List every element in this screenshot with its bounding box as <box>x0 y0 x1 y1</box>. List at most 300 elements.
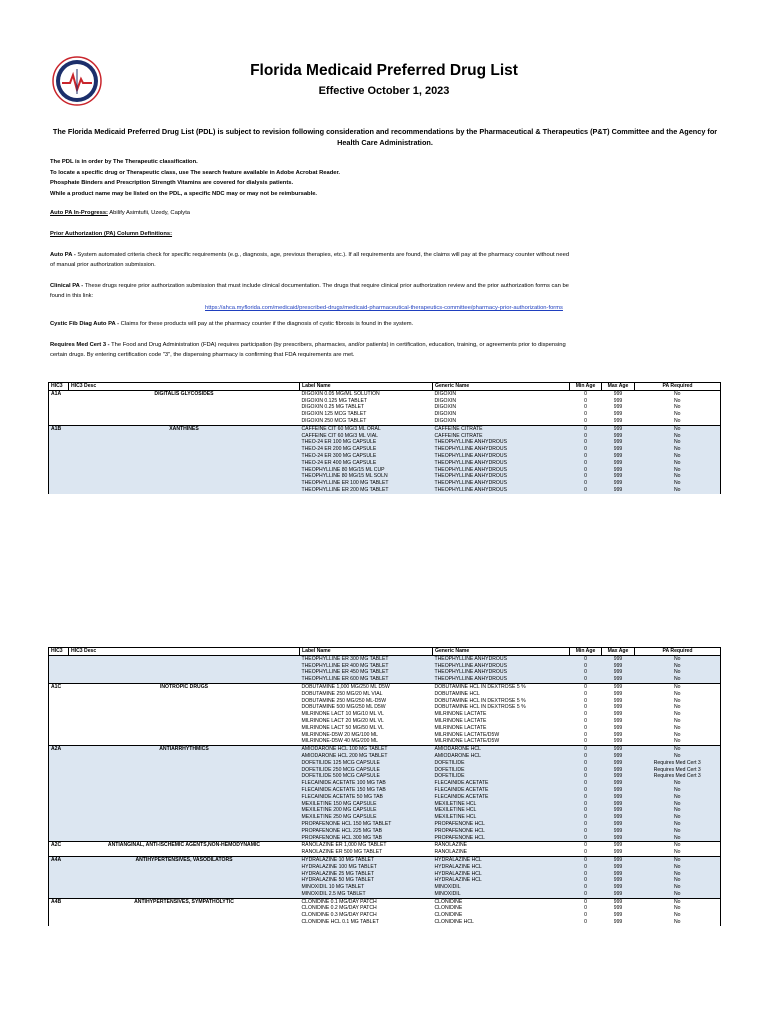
hic3-desc-cell <box>69 780 300 787</box>
generic-name-cell: MINOXIDIL <box>433 891 570 898</box>
hic3-desc-cell <box>69 487 300 494</box>
generic-name-cell: MEXILETINE HCL <box>433 807 570 814</box>
table-row <box>49 767 721 774</box>
generic-name-cell: MEXILETINE HCL <box>433 801 570 808</box>
label-name-cell: MILRINONE LACT 10 MG/10 ML VL <box>301 711 384 718</box>
pa-required-cell: No <box>635 801 721 808</box>
hic3-code-cell <box>49 460 69 467</box>
hic3-code-cell <box>49 669 69 676</box>
hic3-code-cell: A2C <box>49 842 69 849</box>
med-cert-text: The Food and Drug Administration (FDA) requires participation (by prescribers, pharmacies, and/or patients) in certification, education, training, or agreements prior to dispensing certain drugs. By entering certification code "3", the dispensing pharmacy is confirming that FDA requirements are met. <box>50 342 566 358</box>
pa-required-cell: No <box>635 425 721 432</box>
table-row <box>49 453 721 460</box>
max-age-cell: 999 <box>613 704 623 711</box>
hic3-desc-cell: ANTIANGINAL, ANTI-ISCHEMIC AGENTS,NON-HEMODYNAMIC <box>69 842 300 849</box>
hic3-code-cell <box>49 433 69 440</box>
min-age-cell: 0 <box>570 856 602 863</box>
col-hic3-desc: HIC3 Desc <box>69 383 300 391</box>
generic-name-cell: DOFETILIDE <box>433 773 570 780</box>
max-age-cell: 999 <box>602 753 635 760</box>
hic3-desc-cell <box>69 669 300 676</box>
hic3-desc-cell <box>69 738 300 745</box>
pdl-notes <box>50 157 340 199</box>
generic-name-cell: THEOPHYLLINE ANHYDROUS <box>433 460 570 467</box>
table-row <box>49 905 721 912</box>
max-age-cell: 999 <box>602 446 635 453</box>
hic3-desc-cell <box>69 439 300 446</box>
generic-name-cell: RANOLAZINE <box>434 849 468 856</box>
hic3-desc-cell <box>69 460 300 467</box>
table-row <box>49 404 721 411</box>
max-age-cell: 999 <box>602 746 635 753</box>
page-title: Florida Medicaid Preferred Drug List <box>250 62 518 79</box>
label-name-cell: MINOXIDIL 10 MG TABLET <box>300 884 433 891</box>
col-max-age: Max Age <box>602 383 635 391</box>
max-age-cell: 999 <box>602 676 635 683</box>
generic-name-cell: FLECAINIDE ACETATE <box>433 794 570 801</box>
col-generic-name: Generic Name <box>433 383 570 391</box>
hic3-desc-cell <box>69 807 300 814</box>
min-age-cell: 0 <box>570 828 602 835</box>
table-row <box>49 398 721 405</box>
hic3-code-cell <box>49 801 69 808</box>
min-age-cell: 0 <box>584 724 587 731</box>
pa-required-cell: No <box>635 411 721 418</box>
max-age-cell: 999 <box>602 683 635 690</box>
generic-name-cell: THEOPHYLLINE ANHYDROUS <box>433 663 570 670</box>
label-name-cell: DIGOXIN 0.25 MG TABLET <box>301 404 365 411</box>
hic3-desc-cell <box>69 404 300 411</box>
hic3-code-cell <box>49 487 69 494</box>
label-name-cell: MEXILETINE 250 MG CAPSULE <box>300 814 433 821</box>
label-name-cell: CLONIDINE 0.1 MG/DAY PATCH <box>300 898 433 905</box>
hic3-desc-cell <box>69 849 300 856</box>
max-age-cell: 999 <box>602 663 635 670</box>
hic3-desc-cell <box>69 787 300 794</box>
hic3-code-cell <box>49 467 69 474</box>
pa-required-cell: No <box>635 864 721 871</box>
drug-table <box>48 647 721 926</box>
max-age-cell: 999 <box>602 871 635 878</box>
table-header-row <box>49 383 721 391</box>
min-age-cell: 0 <box>570 460 602 467</box>
label-name-cell: HYDRALAZINE 100 MG TABLET <box>300 864 433 871</box>
hic3-code-cell <box>49 473 69 480</box>
hic3-code-cell <box>49 691 69 698</box>
table-row <box>49 439 721 446</box>
table-row <box>49 760 721 767</box>
table-row <box>49 807 721 814</box>
note-line: The PDL is in order by The Therapeutic classification. <box>50 159 198 165</box>
min-age-cell: 0 <box>570 821 602 828</box>
hic3-code-cell <box>49 398 69 405</box>
table-row <box>49 683 721 690</box>
table-row <box>49 856 721 863</box>
pa-required-cell: No <box>635 919 721 926</box>
hic3-code-cell <box>49 676 69 683</box>
max-age-cell: 999 <box>602 473 635 480</box>
max-age-cell: 999 <box>602 487 635 494</box>
hic3-code-cell <box>49 905 69 912</box>
table-row <box>49 418 721 425</box>
label-name-cell: THEO-24 ER 200 MG CAPSULE <box>300 446 433 453</box>
table-row <box>49 773 721 780</box>
pa-required-cell: No <box>635 453 721 460</box>
min-age-cell: 0 <box>584 411 587 418</box>
min-age-cell: 0 <box>584 711 587 718</box>
hic3-code-cell <box>49 835 69 842</box>
max-age-cell: 999 <box>602 842 635 849</box>
min-age-cell: 0 <box>570 487 602 494</box>
col-max-age: Max Age <box>602 648 635 656</box>
table-row <box>49 780 721 787</box>
hic3-code-cell <box>49 919 69 926</box>
generic-name-cell: THEOPHYLLINE ANHYDROUS <box>433 446 570 453</box>
min-age-cell: 0 <box>584 404 587 411</box>
pa-forms-link[interactable]: https://ahca.myflorida.com/medicaid/prescribed-drugs/medicaid-pharmaceutical-therapeutics-committee/pharmacy-prior-authorization-forms <box>205 305 563 311</box>
label-name-cell: CAFFEINE CIT 60 MG/3 ML ORAL <box>300 425 433 432</box>
hic3-desc-cell <box>69 884 300 891</box>
label-name-cell: CLONIDINE HCL 0.1 MG TABLET <box>301 919 379 926</box>
hic3-desc-cell <box>69 877 300 884</box>
note-line: While a product name may be listed on the PDL, a specific NDC may or may not be reimbursable. <box>50 190 318 197</box>
generic-name-cell: THEOPHYLLINE ANHYDROUS <box>433 439 570 446</box>
label-name-cell: HYDRALAZINE 10 MG TABLET <box>300 856 433 863</box>
hic3-code-cell <box>49 828 69 835</box>
table-row <box>49 821 721 828</box>
hic3-desc-cell <box>69 467 300 474</box>
max-age-cell: 999 <box>613 417 623 424</box>
auto-pa-text: System automated criteria check for specific requirements (e.g., diagnosis, age, previous therapies, etc.). If all requirements are found, the claims will pay at the pharmacy counter without need of manual prior authorization submission. <box>50 252 570 268</box>
table-row <box>49 390 721 397</box>
label-name-cell: THEO-24 ER 300 MG CAPSULE <box>300 453 433 460</box>
pa-required-cell: No <box>635 439 721 446</box>
max-age-cell: 999 <box>602 828 635 835</box>
min-age-cell: 0 <box>570 877 602 884</box>
label-name-cell: THEOPHYLLINE ER 450 MG TABLET <box>300 669 433 676</box>
table-row <box>49 801 721 808</box>
hic3-desc-cell <box>69 480 300 487</box>
drug-table <box>48 382 721 494</box>
pa-required-cell: No <box>635 898 721 905</box>
label-name-cell: THEO-24 ER 100 MG CAPSULE <box>300 439 433 446</box>
label-name-cell: CAFFEINE CIT 60 MG/3 ML VIAL <box>300 433 433 440</box>
table-row <box>49 898 721 905</box>
hic3-desc-cell <box>69 446 300 453</box>
hic3-desc-cell <box>69 794 300 801</box>
hic3-code-cell: A1C <box>49 683 69 690</box>
label-name-cell: CLONIDINE 0.2 MG/DAY PATCH <box>301 905 377 912</box>
generic-name-cell: CLONIDINE HCL <box>434 919 474 926</box>
clinical-pa-definition <box>50 282 575 301</box>
generic-name-cell: HYDRALAZINE HCL <box>433 877 570 884</box>
generic-name-cell: DIGOXIN <box>433 390 570 397</box>
table-row <box>49 828 721 835</box>
max-age-cell: 999 <box>602 801 635 808</box>
label-name-cell: DOBUTAMINE 1,000 MG/250 ML D5W <box>300 683 433 690</box>
hic3-desc-cell <box>69 718 300 725</box>
hic3-desc-cell: ANTIHYPERTENSIVES, VASODILATORS <box>69 856 300 863</box>
max-age-cell: 999 <box>602 787 635 794</box>
hic3-desc-cell: INOTROPIC DRUGS <box>69 683 300 690</box>
min-age-cell: 0 <box>570 807 602 814</box>
min-age-cell: 0 <box>570 669 602 676</box>
table-row <box>49 732 721 739</box>
hic3-code-cell <box>49 780 69 787</box>
label-name-cell: FLECAINIDE ACETATE 100 MG TAB <box>300 780 433 787</box>
pa-required-cell: No <box>635 487 721 494</box>
generic-name-cell: THEOPHYLLINE ANHYDROUS <box>433 655 570 662</box>
med-cert-definition <box>50 341 570 360</box>
hic3-code-cell <box>49 807 69 814</box>
hic3-code-cell <box>49 787 69 794</box>
pa-required-cell: No <box>635 398 721 405</box>
generic-name-cell: THEOPHYLLINE ANHYDROUS <box>433 669 570 676</box>
max-age-cell: 999 <box>602 433 635 440</box>
min-age-cell: 0 <box>570 891 602 898</box>
hic3-code-cell <box>49 704 69 711</box>
generic-name-cell: DOBUTAMINE HCL IN DEXTROSE 5 % <box>434 704 526 711</box>
min-age-cell: 0 <box>570 453 602 460</box>
generic-name-cell: CAFFEINE CITRATE <box>433 433 570 440</box>
table-row <box>49 487 721 494</box>
pa-required-cell: No <box>635 905 721 912</box>
pa-required-cell: No <box>635 884 721 891</box>
hic3-code-cell: A1B <box>49 425 69 432</box>
cystic-fib-definition <box>50 320 575 330</box>
generic-name-cell: THEOPHYLLINE ANHYDROUS <box>433 480 570 487</box>
min-age-cell: 0 <box>584 417 587 424</box>
max-age-cell: 999 <box>602 480 635 487</box>
hic3-code-cell <box>49 738 69 745</box>
label-name-cell: THEO-24 ER 400 MG CAPSULE <box>300 460 433 467</box>
label-name-cell: DOFETILIDE 125 MCG CAPSULE <box>300 760 433 767</box>
hic3-desc-cell <box>69 453 300 460</box>
hic3-code-cell <box>49 411 69 418</box>
generic-name-cell: PROPAFENONE HCL <box>433 835 570 842</box>
generic-name-cell: THEOPHYLLINE ANHYDROUS <box>433 487 570 494</box>
generic-name-cell: DOBUTAMINE HCL IN DEXTROSE 5 % <box>433 683 570 690</box>
max-age-cell: 999 <box>602 821 635 828</box>
generic-name-cell: MILRINONE LACTATE <box>434 711 487 718</box>
pa-required-cell: No <box>635 787 721 794</box>
generic-name-cell: MILRINONE LACTATE/D5W <box>434 731 500 738</box>
min-age-cell: 0 <box>570 864 602 871</box>
hic3-code-cell <box>49 871 69 878</box>
pa-required-cell: No <box>635 480 721 487</box>
max-age-cell: 999 <box>602 898 635 905</box>
hic3-code-cell <box>49 698 69 705</box>
pa-required-cell: No <box>635 418 721 425</box>
hic3-desc-cell <box>69 919 300 926</box>
hic3-code-cell <box>49 877 69 884</box>
pa-required-cell: No <box>635 691 721 698</box>
hic3-desc-cell <box>69 760 300 767</box>
label-name-cell: THEOPHYLLINE ER 300 MG TABLET <box>300 655 433 662</box>
generic-name-cell: CAFFEINE CITRATE <box>433 425 570 432</box>
auto-pa-label: Auto PA - <box>50 252 76 258</box>
pa-required-cell: No <box>635 821 721 828</box>
min-age-cell: 0 <box>570 433 602 440</box>
auto-pa-in-progress-text: Abilify Asimtufii, Uzedy, Caplyta <box>109 210 191 216</box>
min-age-cell: 0 <box>584 717 587 724</box>
pa-required-cell: No <box>635 467 721 474</box>
hic3-desc-cell <box>69 871 300 878</box>
col-min-age: Min Age <box>570 383 602 391</box>
hic3-desc-cell: DIGITALIS GLYCOSIDES <box>69 390 300 397</box>
max-age-cell: 999 <box>602 877 635 884</box>
generic-name-cell: DOFETILIDE <box>433 767 570 774</box>
pa-required-cell: No <box>635 433 721 440</box>
hic3-code-cell <box>49 891 69 898</box>
col-label-name: Label Name <box>300 383 433 391</box>
min-age-cell: 0 <box>570 787 602 794</box>
max-age-cell: 999 <box>602 807 635 814</box>
label-name-cell: MEXILETINE 150 MG CAPSULE <box>300 801 433 808</box>
hic3-desc-cell <box>69 828 300 835</box>
table-row <box>49 446 721 453</box>
generic-name-cell: DOBUTAMINE HCL <box>434 690 480 697</box>
label-name-cell: PROPAFENONE HCL 300 MG TAB <box>300 835 433 842</box>
table-row <box>49 669 721 676</box>
hic3-code-cell <box>49 773 69 780</box>
min-age-cell: 0 <box>570 871 602 878</box>
hic3-code-cell <box>49 849 69 856</box>
pa-required-cell: No <box>635 849 721 856</box>
pa-required-cell: No <box>635 669 721 676</box>
label-name-cell: AMIODARONE HCL 200 MG TABLET <box>300 753 433 760</box>
hic3-desc-cell <box>69 905 300 912</box>
col-hic3-desc: HIC3 Desc <box>69 648 300 656</box>
min-age-cell: 0 <box>584 697 587 704</box>
generic-name-cell: HYDRALAZINE HCL <box>433 864 570 871</box>
pa-required-cell: No <box>635 698 721 705</box>
effective-date: Effective October 1, 2023 <box>318 85 450 97</box>
min-age-cell: 0 <box>570 746 602 753</box>
hic3-desc-cell <box>69 912 300 919</box>
hic3-desc-cell <box>69 767 300 774</box>
max-age-cell: 999 <box>613 711 623 718</box>
pa-required-cell: No <box>635 711 721 718</box>
max-age-cell: 999 <box>602 453 635 460</box>
generic-name-cell: DIGOXIN <box>434 397 457 404</box>
hic3-code-cell <box>49 655 69 662</box>
med-cert-label: Requires Med Cert 3 - <box>50 342 110 348</box>
hic3-code-cell <box>49 711 69 718</box>
hic3-desc-cell: ANTIHYPERTENSIVES, SYMPATHOLYTIC <box>69 898 300 905</box>
pa-required-cell: No <box>635 842 721 849</box>
hic3-code-cell <box>49 760 69 767</box>
hic3-desc-cell: ANTIARRHYTHMICS <box>69 746 300 753</box>
max-age-cell: 999 <box>602 814 635 821</box>
hic3-code-cell <box>49 912 69 919</box>
max-age-cell: 999 <box>602 780 635 787</box>
label-name-cell: THEOPHYLLINE ER 200 MG TABLET <box>300 487 433 494</box>
hic3-code-cell <box>49 418 69 425</box>
table-row <box>49 864 721 871</box>
generic-name-cell: MINOXIDIL <box>433 884 570 891</box>
pa-required-cell: No <box>635 828 721 835</box>
min-age-cell: 0 <box>570 676 602 683</box>
max-age-cell: 999 <box>613 404 623 411</box>
max-age-cell: 999 <box>613 697 623 704</box>
min-age-cell: 0 <box>570 884 602 891</box>
pa-required-cell: No <box>635 780 721 787</box>
max-age-cell: 999 <box>613 717 623 724</box>
generic-name-cell: PROPAFENONE HCL <box>433 828 570 835</box>
min-age-cell: 0 <box>584 397 587 404</box>
min-age-cell: 0 <box>584 849 587 856</box>
min-age-cell: 0 <box>570 898 602 905</box>
label-name-cell: RANOLAZINE ER 500 MG TABLET <box>301 849 383 856</box>
hic3-desc-cell <box>69 814 300 821</box>
generic-name-cell: MEXILETINE HCL <box>433 814 570 821</box>
max-age-cell: 999 <box>602 794 635 801</box>
label-name-cell: AMIODARONE HCL 100 MG TABLET <box>300 746 433 753</box>
pa-required-cell: No <box>635 473 721 480</box>
table-row <box>49 746 721 753</box>
label-name-cell: DIGOXIN 0.125 MG TABLET <box>301 397 367 404</box>
label-name-cell: THEOPHYLLINE 80 MG/15 ML SOLN <box>300 473 433 480</box>
col-min-age: Min Age <box>570 648 602 656</box>
table-row <box>49 814 721 821</box>
pa-required-cell: No <box>635 807 721 814</box>
hic3-desc-cell <box>69 655 300 662</box>
min-age-cell: 0 <box>570 773 602 780</box>
table-row <box>49 794 721 801</box>
min-age-cell: 0 <box>584 919 587 926</box>
max-age-cell: 999 <box>602 655 635 662</box>
pa-required-cell: No <box>635 390 721 397</box>
min-age-cell: 0 <box>570 663 602 670</box>
max-age-cell: 999 <box>602 439 635 446</box>
hic3-code-cell <box>49 446 69 453</box>
table-row <box>49 891 721 898</box>
pa-required-cell: No <box>635 746 721 753</box>
hic3-desc-cell <box>69 433 300 440</box>
hic3-code-cell <box>49 767 69 774</box>
hic3-code-cell <box>49 663 69 670</box>
max-age-cell: 999 <box>602 856 635 863</box>
label-name-cell: THEOPHYLLINE ER 600 MG TABLET <box>300 676 433 683</box>
pa-required-cell: No <box>635 891 721 898</box>
max-age-cell: 999 <box>602 884 635 891</box>
col-hic3: HIC3 <box>49 383 69 391</box>
generic-name-cell: FLECAINIDE ACETATE <box>433 780 570 787</box>
generic-name-cell: DIGOXIN <box>434 417 457 424</box>
min-age-cell: 0 <box>570 425 602 432</box>
min-age-cell: 0 <box>584 690 587 697</box>
hic3-code-cell <box>49 718 69 725</box>
generic-name-cell: DOFETILIDE <box>433 760 570 767</box>
hic3-desc-cell <box>69 473 300 480</box>
label-name-cell: DOBUTAMINE 250 MG/250 ML-D5W <box>301 697 387 704</box>
label-name-cell: THEOPHYLLINE ER 400 MG TABLET <box>300 663 433 670</box>
hic3-desc-cell <box>69 704 300 711</box>
table-row <box>49 473 721 480</box>
label-name-cell: PROPAFENONE HCL 150 MG TABLET <box>300 821 433 828</box>
generic-name-cell: CLONIDINE <box>433 898 570 905</box>
min-age-cell: 0 <box>570 439 602 446</box>
table-row <box>49 480 721 487</box>
hic3-desc-cell <box>69 676 300 683</box>
pa-required-cell: No <box>635 725 721 732</box>
pa-required-cell: No <box>635 460 721 467</box>
label-name-cell: THEOPHYLLINE 80 MG/15 ML CUP <box>300 467 433 474</box>
auto-pa-in-progress <box>50 209 575 219</box>
pa-required-cell: No <box>635 753 721 760</box>
min-age-cell: 0 <box>570 801 602 808</box>
